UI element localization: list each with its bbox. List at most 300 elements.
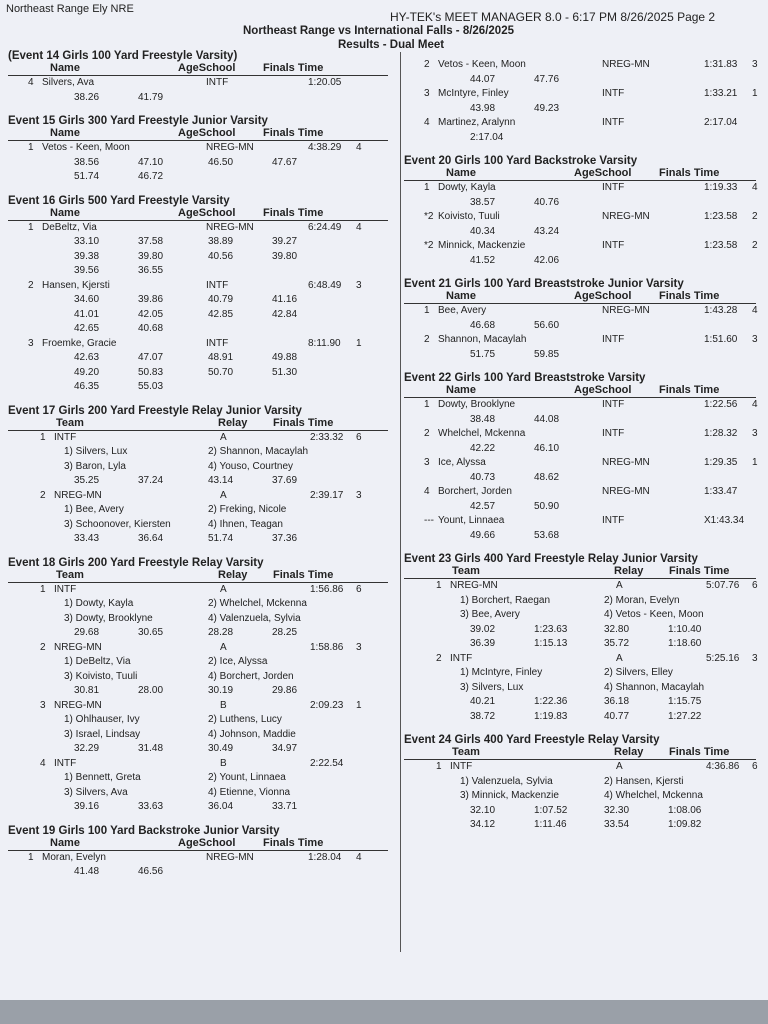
- split-time: 33.43: [74, 533, 100, 544]
- page-header-left: Northeast Range Ely NRE: [6, 3, 134, 15]
- relay-entry: [8, 431, 388, 489]
- splits-row: [404, 254, 756, 269]
- splits-row: [8, 380, 388, 395]
- splits-row: [404, 471, 756, 486]
- finals-time: 1:58.86: [310, 641, 344, 653]
- column-header: AgeSchool: [574, 290, 632, 302]
- split-time: 38.26: [74, 91, 100, 103]
- school: INTF: [206, 337, 229, 349]
- split-time: 1:23.63: [534, 623, 568, 635]
- relay-entry: [404, 579, 756, 652]
- swimmer-entry: [404, 116, 756, 145]
- event-block: [404, 155, 756, 268]
- swimmer-name: Dowty, Kayla: [438, 182, 496, 193]
- relay-swimmer: 3) Schoonover, Kiersten: [64, 518, 171, 530]
- swimmer-name: Hansen, Kjersti: [42, 279, 110, 291]
- split-time: 1:15.75: [668, 696, 702, 707]
- finals-time: 1:23.58: [704, 240, 738, 251]
- column-header: Finals Time: [659, 167, 720, 179]
- swimmer-entry: [8, 141, 388, 185]
- finals-time: X1:43.34: [704, 515, 745, 526]
- swimmer-entry: [404, 514, 756, 543]
- split-time: 1:15.13: [534, 638, 568, 649]
- column-header: AgeSchool: [178, 836, 236, 849]
- swimmer-name: Whelchel, Mckenna: [438, 428, 526, 439]
- split-time: 30.49: [208, 743, 234, 754]
- relay-swimmers-row: [8, 728, 388, 743]
- finals-time: 1:51.60: [704, 334, 738, 345]
- finals-time: 1:19.33: [704, 182, 738, 193]
- splits-row: [8, 250, 388, 265]
- relay-swimmer: 4) Johnson, Maddie: [208, 728, 296, 740]
- column-headers: [8, 569, 388, 583]
- splits-row: [404, 818, 756, 833]
- relay-letter: A: [616, 580, 623, 591]
- relay-swimmer: 3) Koivisto, Tuuli: [64, 670, 138, 682]
- swimmer-entry: [8, 279, 388, 337]
- splits-row: [404, 131, 756, 146]
- school: NREG-MN: [602, 486, 650, 497]
- swimmer-name: Vetos - Keen, Moon: [42, 142, 130, 153]
- finals-time: 1:20.05: [308, 77, 342, 88]
- results-subtitle: Results - Dual Meet: [338, 39, 445, 51]
- result-row: [404, 398, 756, 413]
- split-time: 41.48: [74, 866, 100, 877]
- split-time: 35.72: [604, 638, 630, 649]
- relay-swimmer: 4) Valenzuela, Sylvia: [208, 612, 301, 624]
- relay-swimmer: 2) Whelchel, Mckenna: [208, 598, 307, 609]
- place: 3: [40, 699, 46, 711]
- column-header: AgeSchool: [178, 62, 236, 74]
- event-block: [404, 553, 756, 724]
- relay-entry: [8, 757, 388, 815]
- result-row: [404, 333, 756, 348]
- relay-swimmer: 3) Silvers, Lux: [460, 681, 524, 693]
- split-time: 40.79: [208, 294, 234, 305]
- relay-swimmer: 1) Silvers, Lux: [64, 446, 128, 457]
- finals-time: 4:38.29: [308, 142, 342, 153]
- column-header: Name: [446, 290, 476, 302]
- split-time: 39.02: [470, 623, 496, 635]
- splits-row: [404, 73, 756, 88]
- split-time: 46.35: [74, 381, 100, 392]
- split-time: 40.68: [138, 323, 164, 334]
- split-time: 39.16: [74, 801, 100, 812]
- split-time: 28.25: [272, 627, 298, 638]
- software-header: HY-TEK's MEET MANAGER 8.0 - 6:17 PM 8/26/2025 Page 2: [390, 10, 716, 24]
- split-time: 33.71: [272, 801, 298, 812]
- finals-time: 1:33.21: [704, 88, 738, 99]
- column-header: AgeSchool: [178, 127, 236, 139]
- place: 2: [424, 428, 430, 439]
- relay-swimmers-row: [8, 518, 388, 533]
- column-headers: [404, 384, 756, 398]
- swimmer-entry: [404, 58, 756, 87]
- splits-row: [8, 684, 388, 699]
- split-time: 33.63: [138, 801, 164, 812]
- split-time: 37.58: [138, 236, 164, 247]
- split-time: 49.23: [534, 102, 560, 114]
- place: 1: [436, 580, 442, 591]
- splits-row: [8, 308, 388, 323]
- team-name: NREG-MN: [54, 489, 102, 501]
- place: 2: [424, 334, 430, 345]
- split-time: 1:08.06: [668, 804, 702, 816]
- split-time: 39.80: [138, 250, 164, 262]
- school: NREG-MN: [602, 457, 650, 468]
- result-row: [8, 583, 388, 598]
- event-block: [404, 58, 756, 145]
- column-header: Relay: [218, 416, 248, 429]
- place: 1: [28, 851, 34, 863]
- splits-row: [8, 366, 388, 381]
- splits-row: [404, 348, 756, 363]
- relay-swimmers-row: [404, 608, 756, 623]
- column-header: Name: [50, 62, 80, 74]
- column-header: Finals Time: [263, 127, 324, 139]
- column-header: Name: [50, 127, 80, 139]
- relay-entry: [8, 699, 388, 757]
- relay-swimmers-row: [8, 597, 388, 612]
- relay-swimmers-row: [404, 775, 756, 790]
- relay-swimmer: 4) Shannon, Macaylah: [604, 681, 705, 693]
- split-time: 49.88: [272, 352, 298, 363]
- points: 3: [752, 59, 758, 70]
- event-title: Event 20 Girls 100 Yard Backstroke Varsity: [404, 155, 638, 167]
- swimmer-name: Vetos - Keen, Moon: [438, 59, 526, 70]
- relay-swimmer: 4) Borchert, Jorden: [208, 670, 294, 682]
- finals-time: 2:33.32: [310, 431, 344, 443]
- relay-swimmer: 3) Israel, Lindsay: [64, 728, 141, 740]
- result-row: [8, 699, 388, 714]
- result-row: [404, 210, 756, 225]
- event-block: [8, 405, 388, 547]
- split-time: 34.97: [272, 743, 298, 754]
- event-title: Event 16 Girls 500 Yard Freestyle Varsity: [8, 194, 230, 207]
- split-time: 46.56: [138, 866, 164, 877]
- relay-swimmer: 2) Hansen, Kjersti: [604, 775, 684, 787]
- swimmer-name: Shannon, Macaylah: [438, 334, 527, 345]
- relay-letter: A: [220, 431, 227, 443]
- swimmer-entry: [404, 485, 756, 514]
- school: INTF: [206, 279, 229, 291]
- relay-letter: A: [220, 583, 227, 595]
- place: 3: [424, 457, 430, 468]
- splits-row: [404, 804, 756, 819]
- column-headers: [8, 837, 388, 851]
- split-time: 47.76: [534, 73, 560, 85]
- relay-letter: B: [220, 699, 227, 711]
- table-surface: [0, 1000, 768, 1024]
- school: NREG-MN: [206, 142, 254, 153]
- splits-row: [404, 225, 756, 240]
- split-time: 47.07: [138, 352, 164, 363]
- team-name: INTF: [450, 761, 473, 772]
- relay-swimmers-row: [404, 594, 756, 609]
- split-time: 42.22: [470, 442, 496, 454]
- split-time: 43.24: [534, 225, 560, 237]
- points: 6: [356, 431, 362, 443]
- relay-swimmers-row: [8, 670, 388, 685]
- split-time: 1:10.40: [668, 623, 702, 635]
- column-headers: [8, 417, 388, 431]
- relay-swimmers-row: [8, 460, 388, 475]
- split-time: 41.52: [470, 254, 496, 266]
- finals-time: 5:25.16: [706, 652, 740, 664]
- split-time: 41.01: [74, 308, 100, 320]
- finals-time: 2:22.54: [310, 757, 344, 769]
- splits-row: [404, 529, 756, 544]
- points: 4: [752, 305, 758, 316]
- school: INTF: [602, 515, 625, 526]
- relay-swimmer: 3) Dowty, Brooklyne: [64, 612, 153, 624]
- split-time: 38.48: [470, 413, 496, 425]
- place: 1: [28, 221, 34, 233]
- points: 6: [752, 761, 758, 772]
- event-title: Event 22 Girls 100 Yard Breaststroke Varsity: [404, 372, 646, 384]
- relay-swimmers-row: [8, 786, 388, 801]
- swimmer-entry: [8, 221, 388, 279]
- split-time: 59.85: [534, 348, 560, 360]
- relay-swimmer: 3) Silvers, Ava: [64, 786, 128, 798]
- result-row: [404, 181, 756, 196]
- event-block: [404, 734, 756, 833]
- swimmer-entry: [8, 851, 388, 880]
- relay-letter: B: [220, 757, 227, 769]
- place: 2: [28, 279, 34, 291]
- split-time: 43.14: [208, 475, 234, 486]
- split-time: 51.75: [470, 348, 496, 360]
- column-header: Team: [56, 568, 84, 581]
- place: *2: [424, 240, 434, 251]
- place: 4: [28, 77, 34, 88]
- relay-entry: [8, 489, 388, 547]
- column-header: Relay: [218, 568, 248, 581]
- relay-swimmer: 4) Vetos - Keen, Moon: [604, 609, 704, 620]
- points: 3: [356, 489, 362, 501]
- split-time: 1:22.36: [534, 696, 568, 707]
- split-time: 56.60: [534, 319, 560, 331]
- split-time: 36.39: [470, 638, 496, 649]
- split-time: 38.72: [470, 710, 496, 722]
- points: 1: [752, 88, 758, 99]
- split-time: 37.24: [138, 475, 164, 486]
- split-time: 32.80: [604, 623, 630, 635]
- splits-row: [8, 626, 388, 641]
- split-time: 40.21: [470, 696, 496, 707]
- school: INTF: [602, 240, 625, 251]
- finals-time: 1:28.04: [308, 851, 342, 863]
- points: 2: [752, 240, 758, 251]
- column-header: Finals Time: [273, 568, 334, 581]
- left-column: [8, 50, 388, 890]
- split-time: 40.76: [534, 196, 560, 208]
- column-header: AgeSchool: [574, 384, 632, 396]
- finals-time: 6:24.49: [308, 221, 342, 233]
- relay-swimmer: 1) Borchert, Raegan: [460, 594, 551, 606]
- relay-entry: [404, 652, 756, 725]
- split-time: 36.18: [604, 696, 630, 707]
- event-block: [8, 825, 388, 880]
- split-time: 46.68: [470, 319, 496, 331]
- column-headers: [404, 167, 756, 181]
- column-header: Finals Time: [669, 565, 730, 577]
- finals-time: 8:11.90: [308, 337, 341, 349]
- points: 3: [752, 652, 758, 664]
- split-time: 34.12: [470, 819, 496, 830]
- right-column: [404, 58, 756, 843]
- column-header: Name: [446, 384, 476, 396]
- column-header: AgeSchool: [574, 167, 632, 179]
- column-header: Name: [50, 206, 80, 219]
- splits-row: [8, 170, 388, 185]
- event-title: Event 24 Girls 400 Yard Freestyle Relay Varsity: [404, 734, 660, 746]
- event-block: [8, 195, 388, 395]
- split-time: 48.91: [208, 352, 234, 363]
- splits-row: [404, 319, 756, 334]
- team-name: INTF: [54, 757, 77, 769]
- result-row: [404, 456, 756, 471]
- school: INTF: [206, 77, 229, 88]
- splits-row: [8, 351, 388, 366]
- split-time: 36.55: [138, 265, 164, 276]
- column-header: Finals Time: [263, 62, 324, 74]
- finals-time: 1:22.56: [704, 399, 738, 410]
- splits-row: [8, 322, 388, 337]
- swimmer-name: Minnick, Mackenzie: [438, 240, 526, 251]
- splits-row: [8, 156, 388, 171]
- column-header: Relay: [614, 565, 644, 577]
- split-time: 50.90: [534, 500, 560, 512]
- result-row: [8, 431, 388, 446]
- finals-time: 1:31.83: [704, 59, 738, 70]
- finals-time: 4:36.86: [706, 761, 740, 772]
- swimmer-name: Koivisto, Tuuli: [438, 211, 500, 222]
- place: 2: [40, 641, 46, 653]
- relay-swimmer: 1) Bee, Avery: [64, 504, 124, 515]
- splits-row: [8, 532, 388, 547]
- relay-swimmers-row: [404, 681, 756, 696]
- points: 4: [752, 399, 758, 410]
- result-row: [8, 221, 388, 236]
- result-row: [8, 279, 388, 294]
- place: 1: [424, 305, 430, 316]
- relay-entry: [404, 760, 756, 833]
- place: 1: [40, 583, 46, 595]
- column-header: Finals Time: [273, 416, 334, 429]
- result-row: [404, 87, 756, 102]
- swimmer-name: Silvers, Ava: [42, 77, 95, 88]
- school: INTF: [602, 399, 625, 410]
- column-headers: [8, 62, 388, 76]
- result-row: [404, 58, 756, 73]
- split-time: 42.63: [74, 352, 100, 363]
- swimmer-name: Borchert, Jorden: [438, 486, 512, 497]
- split-time: 1:18.60: [668, 638, 702, 649]
- relay-swimmers-row: [8, 612, 388, 627]
- split-time: 37.69: [272, 475, 298, 486]
- finals-time: 1:28.32: [704, 428, 738, 439]
- split-time: 36.04: [208, 801, 234, 812]
- swimmer-name: Bee, Avery: [438, 305, 487, 316]
- team-name: INTF: [450, 652, 473, 664]
- result-row: [404, 514, 756, 529]
- result-row: [8, 851, 388, 866]
- team-name: NREG-MN: [54, 641, 102, 653]
- relay-swimmer: 2) Moran, Evelyn: [604, 594, 680, 606]
- place: ---: [424, 515, 434, 526]
- swimmer-entry: [8, 76, 388, 105]
- relay-entry: [8, 583, 388, 641]
- finals-time: 2:17.04: [704, 117, 738, 128]
- splits-row: [8, 264, 388, 279]
- split-time: 46.10: [534, 442, 560, 454]
- split-time: 36.64: [138, 533, 164, 544]
- split-time: 1:27.22: [668, 710, 702, 722]
- relay-swimmer: 3) Bee, Avery: [460, 609, 520, 620]
- points: 3: [356, 279, 362, 291]
- swimmer-name: Martinez, Aralynn: [438, 117, 516, 128]
- points: 4: [356, 851, 362, 863]
- column-header: Relay: [614, 746, 644, 758]
- splits-row: [8, 293, 388, 308]
- points: 4: [356, 142, 362, 153]
- swimmer-entry: [8, 337, 388, 395]
- split-time: 38.57: [470, 196, 496, 208]
- split-time: 42.65: [74, 323, 100, 334]
- relay-swimmer: 4) Whelchel, Mckenna: [604, 790, 703, 801]
- relay-swimmers-row: [8, 655, 388, 670]
- split-time: 30.81: [74, 685, 100, 696]
- result-row: [8, 76, 388, 91]
- column-header: Finals Time: [263, 836, 324, 849]
- relay-swimmer: 2) Yount, Linnaea: [208, 772, 286, 783]
- event-title: Event 21 Girls 100 Yard Breaststroke Junior Varsity: [404, 278, 684, 290]
- finals-time: 6:48.49: [308, 279, 342, 291]
- column-header: Finals Time: [669, 746, 730, 758]
- event-title: Event 19 Girls 100 Yard Backstroke Junior Varsity: [8, 824, 280, 837]
- result-row: [8, 489, 388, 504]
- school: INTF: [602, 182, 625, 193]
- points: 1: [356, 337, 362, 349]
- place: 1: [436, 761, 442, 772]
- points: 6: [752, 580, 758, 591]
- column-headers: [404, 565, 756, 579]
- place: 1: [28, 142, 34, 153]
- split-time: 40.77: [604, 710, 630, 722]
- swimmer-name: Dowty, Brooklyne: [438, 399, 516, 410]
- column-header: Team: [452, 746, 480, 758]
- split-time: 41.79: [138, 91, 164, 103]
- finals-time: 2:39.17: [310, 489, 344, 501]
- relay-swimmer: 1) Dowty, Kayla: [64, 598, 134, 609]
- points: 4: [752, 182, 758, 193]
- place: 3: [28, 337, 34, 349]
- swimmer-entry: [404, 398, 756, 427]
- school: NREG-MN: [206, 221, 254, 233]
- split-time: 1:07.52: [534, 804, 568, 816]
- place: 1: [40, 431, 46, 443]
- result-row: [404, 304, 756, 319]
- points: 1: [752, 457, 758, 468]
- points: 2: [752, 211, 758, 222]
- split-time: 39.27: [272, 236, 298, 247]
- split-time: 1:11.46: [534, 819, 567, 830]
- splits-row: [404, 196, 756, 211]
- team-name: INTF: [54, 431, 77, 443]
- split-time: 40.56: [208, 250, 234, 262]
- relay-swimmer: 1) Ohlhauser, Ivy: [64, 714, 140, 725]
